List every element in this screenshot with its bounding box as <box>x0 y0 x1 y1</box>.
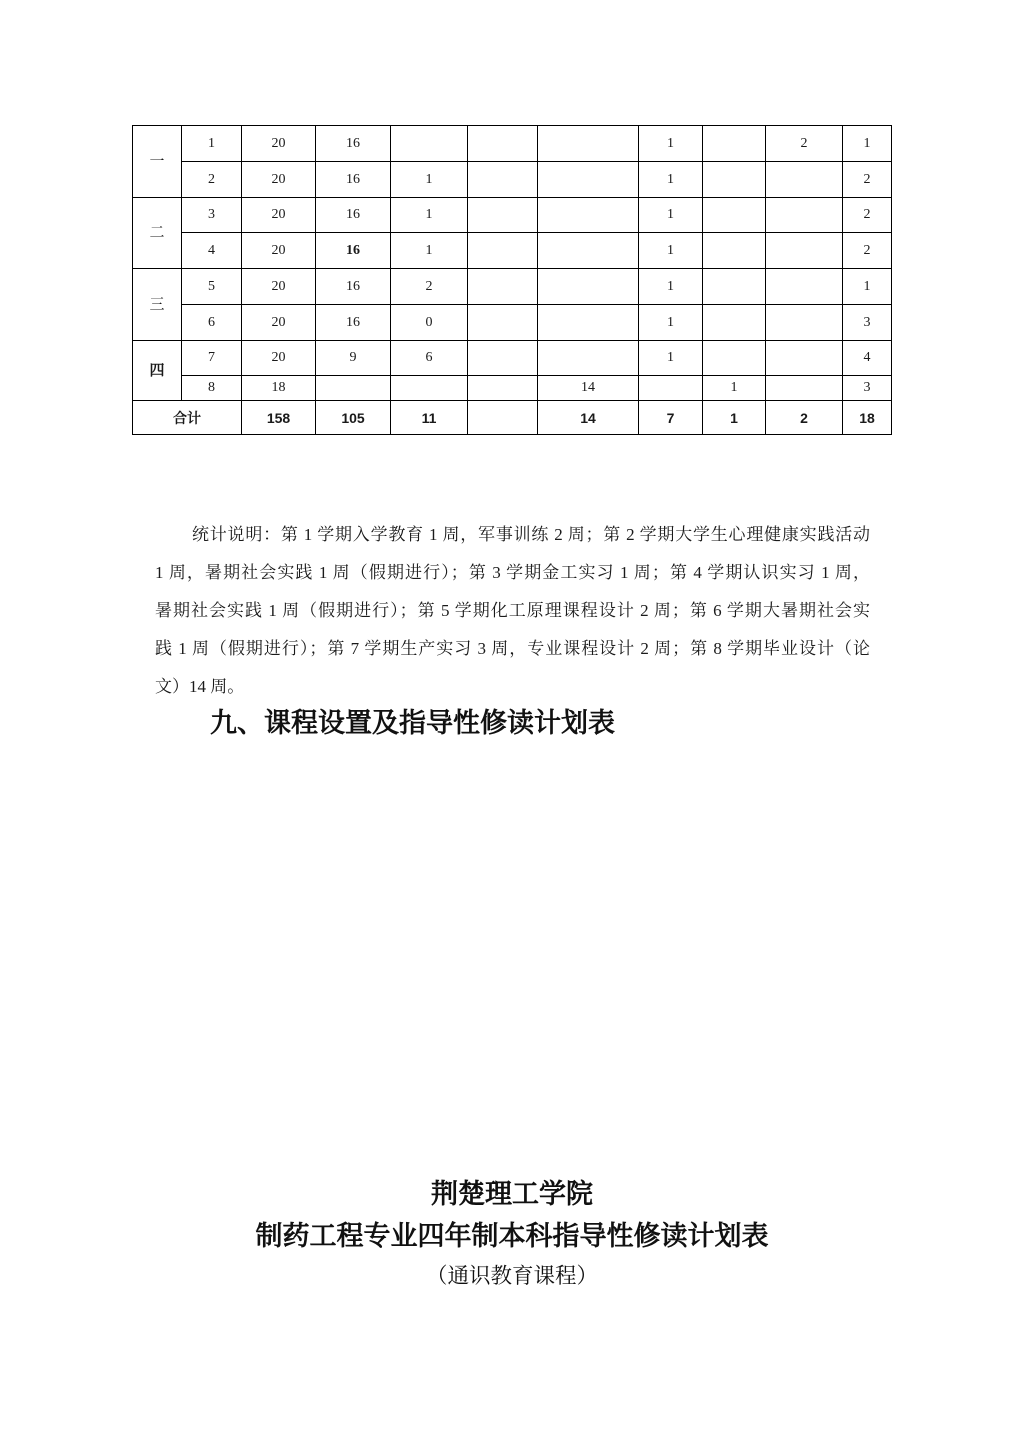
table-cell: 3 <box>843 376 892 401</box>
table-cell: 1 <box>843 126 892 162</box>
table-cell: 2 <box>843 162 892 198</box>
table-cell <box>703 341 766 376</box>
table-row <box>133 269 892 305</box>
total-cell: 11 <box>391 401 468 435</box>
table-cell <box>703 198 766 233</box>
week-allocation-table <box>132 125 892 435</box>
table-cell: 1 <box>639 126 703 162</box>
table-cell: 2 <box>843 233 892 269</box>
table-row <box>133 162 892 198</box>
note-line: 统计说明：第 1 学期入学教育 1 周，军事训练 2 周；第 2 学期大学生心理健康实践活动 <box>192 525 870 544</box>
table-row <box>133 233 892 269</box>
total-cell: 14 <box>538 401 639 435</box>
table-cell: 1 <box>391 198 468 233</box>
table-cell <box>316 376 391 401</box>
table-cell <box>538 269 639 305</box>
table-cell: 20 <box>242 233 316 269</box>
table-cell <box>538 198 639 233</box>
table-cell: 2 <box>182 162 242 198</box>
table-cell: 1 <box>391 233 468 269</box>
table-cell: 1 <box>703 376 766 401</box>
table-cell <box>468 126 538 162</box>
table-cell <box>766 162 843 198</box>
year-cell: 二 <box>133 198 182 269</box>
table-cell: 16 <box>316 126 391 162</box>
table-cell: 1 <box>639 162 703 198</box>
table-cell: 20 <box>242 269 316 305</box>
table-cell <box>468 233 538 269</box>
section-heading: 九、课程设置及指导性修读计划表 <box>210 708 615 739</box>
note-line: 1 周，暑期社会实践 1 周（假期进行）；第 3 学期金工实习 1 周；第 4 学期认识实习 1 周， <box>155 563 870 582</box>
total-cell: 158 <box>242 401 316 435</box>
note-line: 暑期社会实践 1 周（假期进行）；第 5 学期化工原理课程设计 2 周；第 6 学期大暑期社会实 <box>155 601 870 620</box>
institution-title: 荆楚理工学院 <box>431 1179 593 1210</box>
table-cell <box>639 376 703 401</box>
table-cell <box>468 162 538 198</box>
table-cell: 3 <box>182 198 242 233</box>
table-cell: 1 <box>639 341 703 376</box>
table-cell: 1 <box>391 162 468 198</box>
table-cell: 0 <box>391 305 468 341</box>
table-cell: 6 <box>182 305 242 341</box>
table-cell <box>468 198 538 233</box>
table-cell: 20 <box>242 198 316 233</box>
total-cell: 7 <box>639 401 703 435</box>
total-cell: 1 <box>703 401 766 435</box>
table-cell: 1 <box>639 233 703 269</box>
statistics-note <box>155 516 870 706</box>
table-cell <box>766 341 843 376</box>
total-row <box>133 401 892 435</box>
year-cell: 一 <box>133 126 182 198</box>
table-cell: 1 <box>639 305 703 341</box>
total-cell <box>468 401 538 435</box>
table-cell: 16 <box>316 305 391 341</box>
note-line: 文）14 周。 <box>155 677 245 696</box>
table-cell <box>766 376 843 401</box>
table-cell: 20 <box>242 341 316 376</box>
table-cell <box>391 376 468 401</box>
table-cell: 4 <box>843 341 892 376</box>
table-cell <box>538 305 639 341</box>
table-cell: 16 <box>316 233 391 269</box>
table-cell: 14 <box>538 376 639 401</box>
table-cell <box>468 376 538 401</box>
table-row <box>133 126 892 162</box>
table-cell: 1 <box>639 198 703 233</box>
table-row <box>133 305 892 341</box>
table-cell <box>703 162 766 198</box>
table-cell: 6 <box>391 341 468 376</box>
table-cell: 20 <box>242 126 316 162</box>
table-cell: 5 <box>182 269 242 305</box>
table-cell <box>468 341 538 376</box>
table-cell: 16 <box>316 269 391 305</box>
table-cell: 16 <box>316 198 391 233</box>
total-cell: 105 <box>316 401 391 435</box>
table-cell <box>766 198 843 233</box>
table-cell <box>391 126 468 162</box>
table-cell <box>468 269 538 305</box>
plan-title: 制药工程专业四年制本科指导性修读计划表 <box>255 1221 769 1252</box>
table-cell <box>538 341 639 376</box>
table-cell <box>703 233 766 269</box>
table-cell: 3 <box>843 305 892 341</box>
table-cell: 16 <box>316 162 391 198</box>
table-cell: 18 <box>242 376 316 401</box>
table-cell: 2 <box>766 126 843 162</box>
table-cell: 2 <box>843 198 892 233</box>
table-cell: 20 <box>242 162 316 198</box>
table-cell: 9 <box>316 341 391 376</box>
total-cell: 18 <box>843 401 892 435</box>
total-cell: 2 <box>766 401 843 435</box>
table-cell <box>766 233 843 269</box>
table-cell <box>766 305 843 341</box>
plan-subtitle: （通识教育课程） <box>425 1264 598 1288</box>
table-cell: 7 <box>182 341 242 376</box>
table-cell <box>538 126 639 162</box>
table-cell: 4 <box>182 233 242 269</box>
table-cell: 8 <box>182 376 242 401</box>
table-cell <box>468 305 538 341</box>
table-row <box>133 341 892 376</box>
table-cell: 1 <box>639 269 703 305</box>
table-cell <box>538 162 639 198</box>
year-cell: 四 <box>133 341 182 401</box>
table-cell <box>538 233 639 269</box>
table-cell: 20 <box>242 305 316 341</box>
table-cell: 1 <box>843 269 892 305</box>
table-cell: 1 <box>182 126 242 162</box>
table-cell: 2 <box>391 269 468 305</box>
note-line: 践 1 周（假期进行）；第 7 学期生产实习 3 周，专业课程设计 2 周；第 8 学期毕业设计（论 <box>155 639 870 658</box>
year-cell: 三 <box>133 269 182 341</box>
table-row <box>133 198 892 233</box>
table-cell <box>766 269 843 305</box>
table-cell <box>703 126 766 162</box>
table-cell <box>703 305 766 341</box>
table-cell <box>703 269 766 305</box>
table-row <box>133 376 892 401</box>
total-label: 合计 <box>133 401 242 435</box>
